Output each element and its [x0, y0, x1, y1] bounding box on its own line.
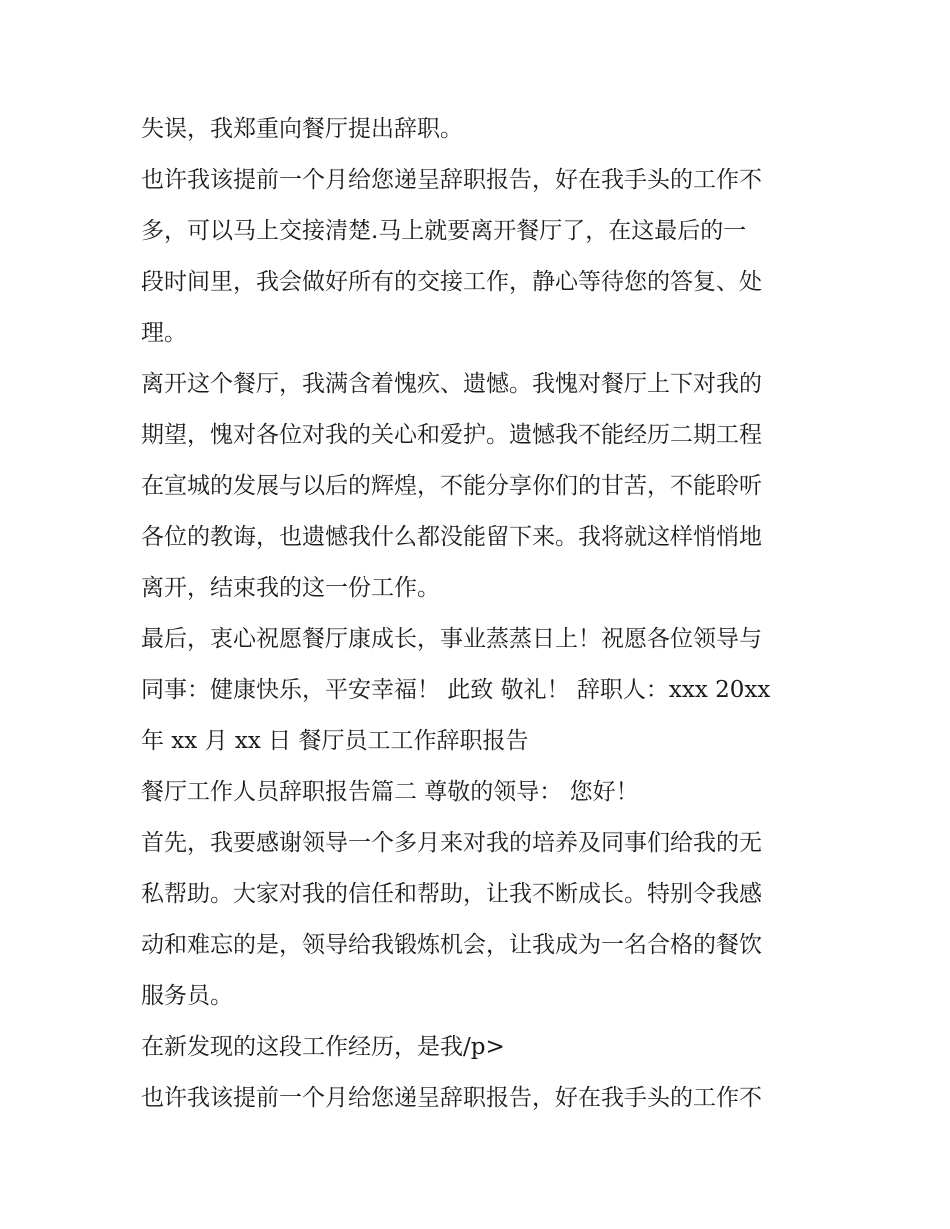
- text-line: 首先，我要感谢领导一个多月来对我的培养及同事们给我的无: [141, 830, 762, 856]
- text-line: 在新发现的这段工作经历，是我/p>: [141, 1034, 505, 1060]
- text-line: 各位的教诲，也遗憾我什么都没能留下来。我将就这样悄悄地: [141, 524, 762, 550]
- document-body: [141, 104, 821, 1124]
- text-line: 同事：健康快乐，平安幸福！ 此致 敬礼！ 辞职人：xxx 20xx: [141, 677, 771, 703]
- text-line: 段时间里，我会做好所有的交接工作，静心等待您的答复、处: [141, 269, 762, 295]
- text-line: 年 xx 月 xx 日 餐厅员工工作辞职报告: [141, 728, 529, 754]
- text-line: 服务员。: [141, 983, 233, 1009]
- text-line: 也许我该提前一个月给您递呈辞职报告，好在我手头的工作不: [141, 1085, 762, 1111]
- text-line: 多，可以马上交接清楚.马上就要离开餐厅了，在这最后的一: [141, 218, 747, 244]
- text-line: 餐厅工作人员辞职报告篇二 尊敬的领导： 您好！: [141, 779, 639, 805]
- text-line: 期望，愧对各位对我的关心和爱护。遗憾我不能经历二期工程: [141, 422, 762, 448]
- text-line: 失误，我郑重向餐厅提出辞职。: [141, 116, 463, 142]
- text-line: 动和难忘的是，领导给我锻炼机会，让我成为一名合格的餐饮: [141, 932, 762, 958]
- text-line: 理。: [141, 320, 187, 346]
- text-line: 也许我该提前一个月给您递呈辞职报告，好在我手头的工作不: [141, 167, 762, 193]
- text-line: 离开这个餐厅，我满含着愧疚、遗憾。我愧对餐厅上下对我的: [141, 371, 762, 397]
- text-line: 私帮助。大家对我的信任和帮助，让我不断成长。特别令我感: [141, 881, 762, 907]
- text-line: 最后，衷心祝愿餐厅康成长，事业蒸蒸日上！祝愿各位领导与: [141, 626, 762, 652]
- text-line: 离开，结束我的这一份工作。: [141, 575, 440, 601]
- text-line: 在宣城的发展与以后的辉煌，不能分享你们的甘苦，不能聆听: [141, 473, 762, 499]
